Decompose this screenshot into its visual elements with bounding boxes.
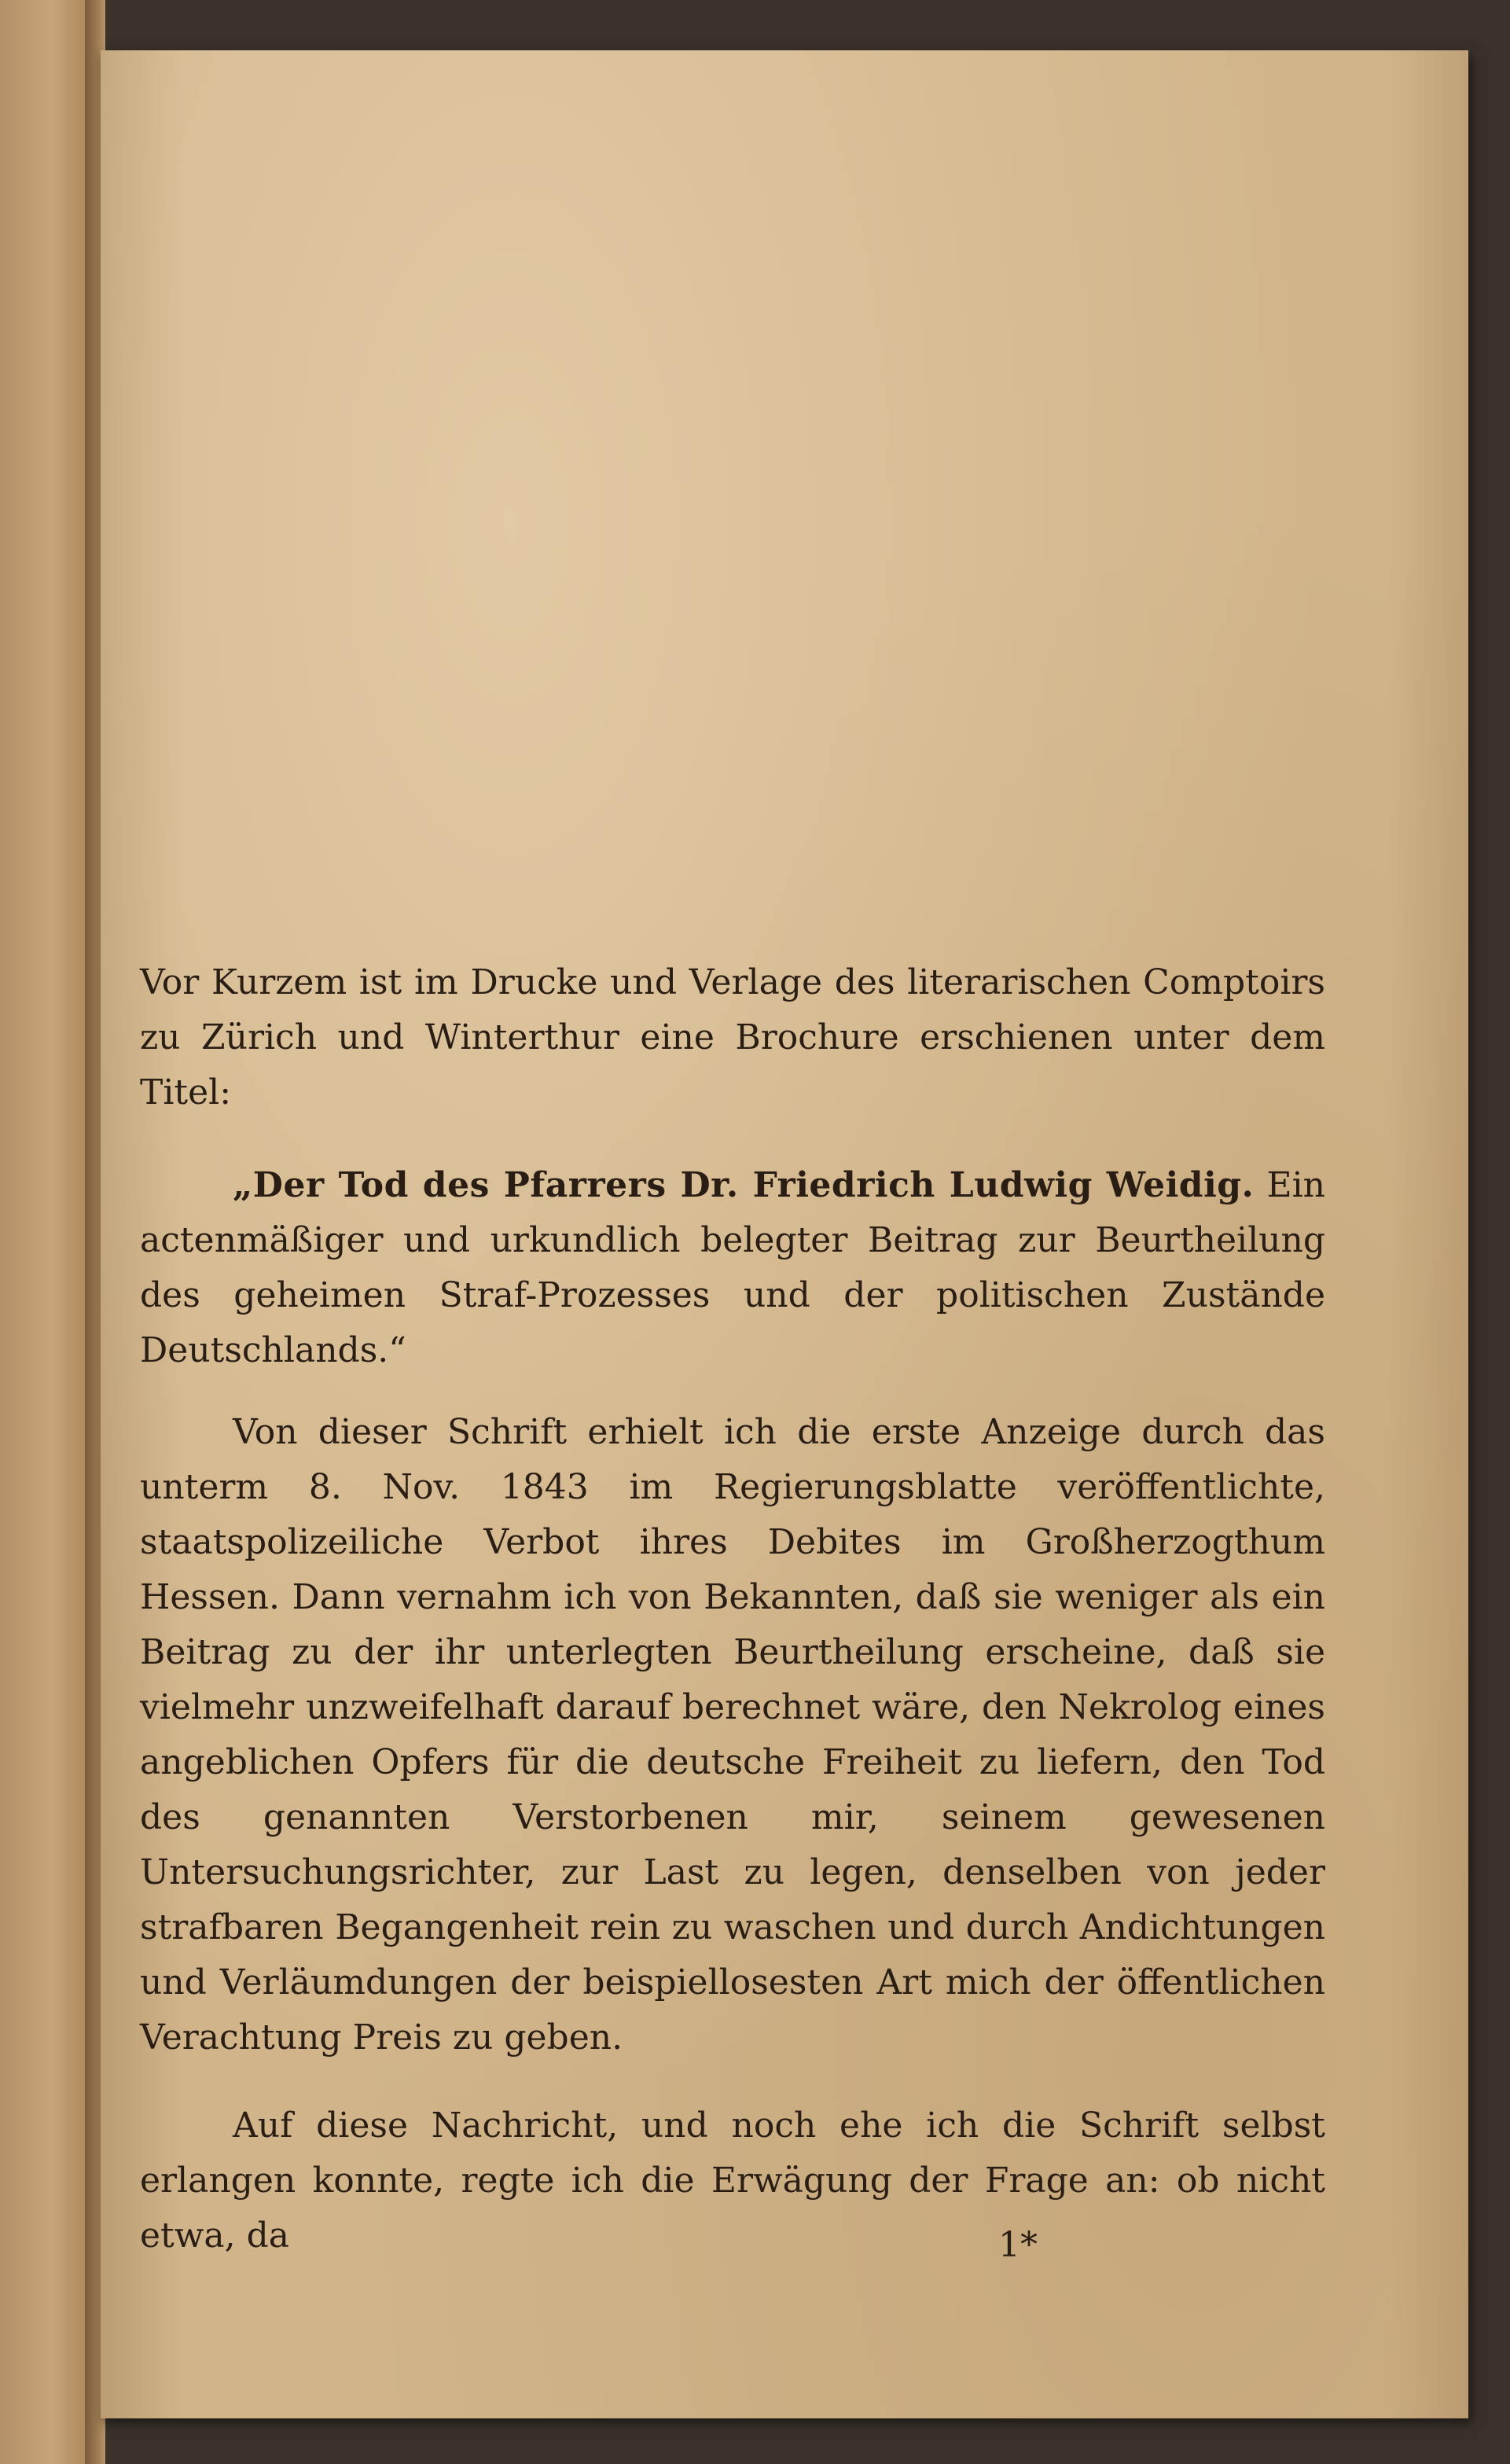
paragraph-2-text: Von dieser Schrift erhielt ich die erste Anzeige durch das unterm 8. Nov. 1843 im Regierungsblatte veröffentlichte, staatspolizeiliche Verbot ihres Debites im Großherzogthum Hessen. Dann vernahm ich von Bekannten, daß sie weniger als ein Beitrag zu der ihr unterlegten Beurtheilung erscheine, daß sie vielmehr unzweifelhaft darauf berechnet wäre, den Nekrolog eines angeblichen Opfers für die deutsche Freiheit zu liefern, den Tod des genannten Verstorbenen mir, seinem gewesenen Untersuchungsrichter, zur Last zu legen, denselben von jeder strafbaren Begangenheit rein zu waschen und durch Andichtungen und Verläumdungen der beispiellosesten Art mich der öffentlichen Verachtung Preis zu geben.	[140, 1412, 1325, 2058]
quoted-title	[140, 1158, 1325, 1378]
quoted-title-bold: „Der Tod des Pfarrers Dr. Friedrich Ludwig Weidig.	[233, 1165, 1255, 1205]
signature-mark: 1*	[998, 2225, 1038, 2265]
quoted-title-rest: Ein actenmäßiger und urkundlich belegter Beitrag zur Beurtheilung des geheimen Straf-Prozesses und der politischen Zustände Deutschlands.“	[140, 1165, 1325, 1370]
paragraph-intro-text: Vor Kurzem ist im Drucke und Verlage des literarischen Comptoirs zu Zürich und Winterthur eine Brochure erschienen unter dem Titel:	[140, 962, 1325, 1112]
page-body	[140, 955, 1325, 2264]
paragraph-intro	[140, 955, 1325, 1120]
paragraph-3	[140, 2098, 1325, 2264]
paragraph-2	[140, 1405, 1325, 2065]
facing-page-edge	[0, 0, 93, 2464]
paragraph-3-text: Auf diese Nachricht, und noch ehe ich die Schrift selbst erlangen konnte, regte ich die Erwägung der Frage an: ob nicht etwa, da	[140, 2105, 1325, 2256]
